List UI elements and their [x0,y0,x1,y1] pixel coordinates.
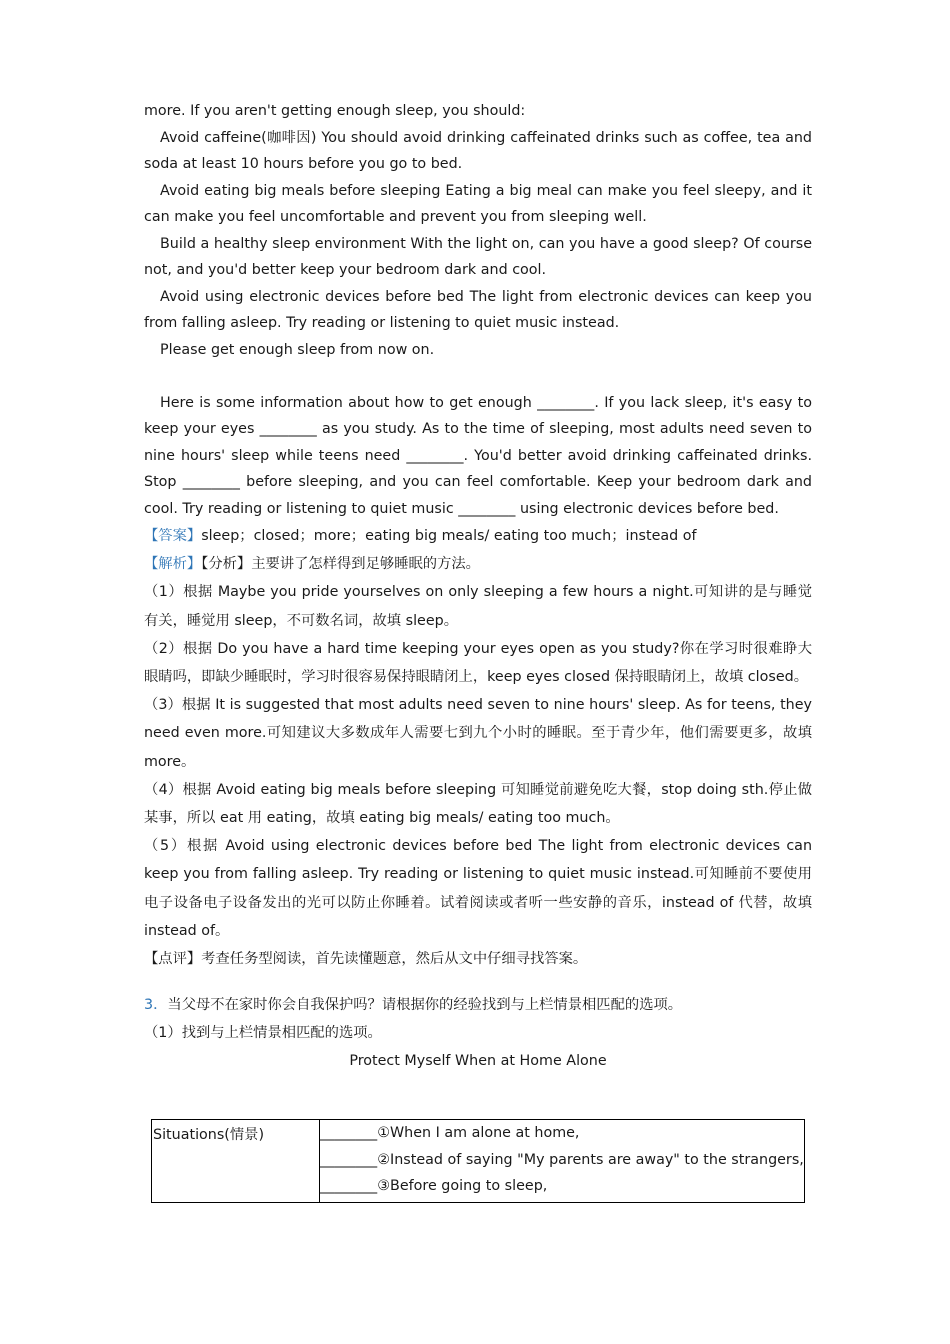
situation-text: When I am alone at home, [390,1125,580,1141]
answer-text: sleep；closed；more；eating big meals/ eating too much；instead of [201,528,697,544]
passage-paragraph-caffeine: Avoid caffeine(咖啡因) You should avoid drinking caffeinated drinks such as coffee, tea and soda at least 10 hours before you go to bed. [144,129,812,172]
situation-row [320,1173,804,1200]
analysis-item-1: （1）根据 Maybe you pride yourselves on only sleeping a few hours a night.可知讲的是与睡觉有关，睡觉用 sleep，不可数名词，故填 sleep。 [144,584,812,629]
question-number: 3． [144,997,168,1014]
analysis-item-3: （3）根据 It is suggested that most adults need seven to nine hours' sleep. As for teens, they need even more.可知建议大多数成年人需要七到九个小时的睡眠。至于青少年，他们需要更多，故填 more。 [144,697,812,770]
document-page [144,98,812,1074]
situations-header-cell [152,1120,320,1203]
passage-line-1: more. If you aren't getting enough sleep, you should: [144,103,526,119]
question-3-subprompt: （1）找到与上栏情景相匹配的选项。 [144,1025,382,1042]
question-3-prompt-line [144,991,812,1019]
situation-row [320,1120,804,1147]
situations-table [151,1119,805,1203]
analysis-item-2: （2）根据 Do you have a hard time keeping your eyes open as you study?你在学习时很难睁大眼睛吗，即缺少睡眠时，学习时很容易保持眼睛闭上，keep eyes closed 保持眼睛闭上，故填 closed。 [144,640,812,686]
passage-paragraph-environment: Build a healthy sleep environment With the light on, can you have a good sleep? Of course not, and you'd better keep your bedroom dark and cool. [144,235,812,278]
situation-row [320,1147,804,1174]
situation-text: Before going to sleep, [390,1178,548,1194]
passage-paragraph-meals: Avoid eating big meals before sleeping Eating a big meal can make you feel sleepy, and it can make you feel uncomfortable and prevent you from sleeping well. [144,182,812,225]
circled-number: ① [377,1125,391,1141]
circled-number: ③ [377,1178,391,1194]
table-row [152,1120,805,1203]
answer-line [144,522,812,550]
situations-options-cell [320,1120,805,1203]
situations-header: Situations(情景) [153,1127,265,1143]
circled-number: ② [377,1151,391,1168]
analysis-intro-line [144,550,812,578]
answer-blank[interactable]: ________ [320,1151,378,1168]
analysis-item-5: （5）根据 Avoid using electronic devices before bed The light from electronic devices can keep you from falling asleep. Try reading or listening to quiet music instead.可知睡前不要使用电子设备电子设备发出的光可以防止你睡着。试着阅读或者听一些安静的音乐，instead of 代替，故填 instead of。 [144,838,812,939]
analysis-item-4: （4）根据 Avoid eating big meals before sleeping 可知睡觉前避免吃大餐，stop doing sth.停止做某事，所以 eat 用 eating，故填 eating big meals/ eating too much。 [144,781,812,827]
answer-blank[interactable]: ________ [320,1125,378,1141]
spacer [144,363,812,390]
analysis-label: 【解析】 [144,556,202,573]
answer-blank[interactable]: ________ [320,1178,378,1194]
situation-text: Instead of saying "My parents are away" to the strangers, [390,1151,804,1168]
passage-paragraph-closing: Please get enough sleep from now on. [160,341,435,358]
passage-paragraph-devices: Avoid using electronic devices before bed The light from electronic devices can keep you from falling asleep. Try reading or listening to quiet music instead. [144,288,812,331]
summary-paragraph: Here is some information about how to get enough ________. If you lack sleep, it's easy to keep your eyes ________ as you study. As to the time of sleeping, most adults need seven to nine hours' sleep while teens need ________. You'd better avoid drinking caffeinated drinks. Stop ________ before sleeping, and you can feel comfortable. Keep your bedroom dark and cool. Try reading or listening to quiet music ________ using electronic devices before bed. [144,394,812,517]
answer-label: 【答案】 [144,528,202,544]
question-prompt: 当父母不在家时你会自我保护吗？请根据你的经验找到与上栏情景相匹配的选项。 [167,997,683,1014]
analysis-comment: 【点评】考查任务型阅读，首先读懂题意，然后从文中仔细寻找答案。 [144,951,588,968]
table-caption: Protect Myself When at Home Alone [349,1052,607,1069]
analysis-intro: 【分析】主要讲了怎样得到足够睡眠的方法。 [201,556,480,573]
spacer [144,973,812,991]
